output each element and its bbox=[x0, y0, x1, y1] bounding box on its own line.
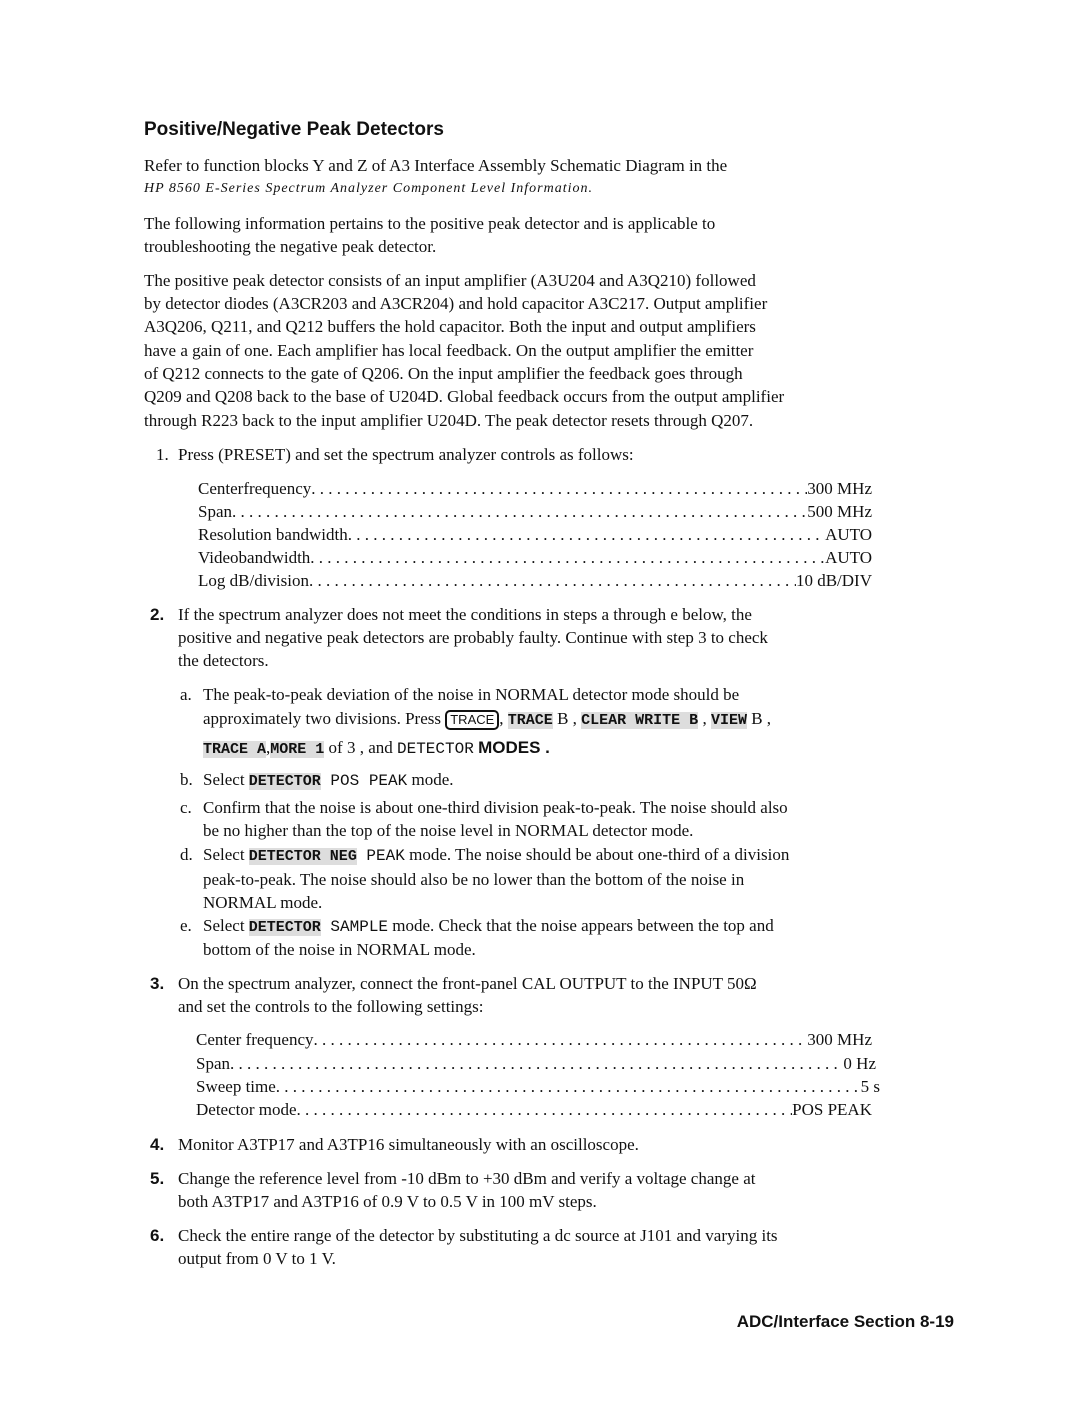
text: mode. bbox=[407, 770, 454, 789]
setting-value: 10 dB/DIV bbox=[795, 571, 872, 590]
setting-label: Resolution bandwidth bbox=[198, 525, 348, 544]
step-text: and set the controls to the following settings: bbox=[178, 997, 484, 1016]
step-text: Check the entire range of the detector by substituting a dc source at J101 and varying its bbox=[178, 1226, 778, 1245]
step-text: On the spectrum analyzer, connect the front-panel CAL OUTPUT to the INPUT 50Ω bbox=[178, 974, 757, 993]
step-text: Monitor A3TP17 and A3TP16 simultaneously with an oscilloscope. bbox=[178, 1135, 639, 1154]
paragraph-line: through R223 back to the input amplifier U204D. The peak detector resets through Q207. bbox=[144, 411, 754, 430]
setting-value: 500 MHz bbox=[807, 502, 872, 521]
substep-text: approximately two divisions. Press TRACE , TRACE B , CLEAR WRITE B , VIEW B , bbox=[203, 709, 772, 729]
substep-text: Confirm that the noise is about one-third division peak-to-peak. The noise should also bbox=[203, 798, 788, 817]
setting-label: Center frequency bbox=[196, 1030, 314, 1049]
paragraph-line: The following information pertains to the positive peak detector and is applicable to bbox=[144, 214, 716, 233]
softkey: TRACE A bbox=[203, 741, 267, 758]
substep-text bbox=[203, 769, 454, 793]
step-text: positive and negative peak detectors are probably faulty. Continue with step 3 to check bbox=[178, 628, 768, 647]
substep-text bbox=[203, 844, 789, 868]
substep-mark: d. bbox=[180, 845, 193, 864]
step-text: If the spectrum analyzer does not meet the conditions in steps a through e below, the bbox=[178, 605, 752, 624]
paragraph-line: The positive peak detector consists of an input amplifier (A3U204 and A3Q210) followed bbox=[144, 271, 756, 290]
settings-row bbox=[198, 570, 872, 592]
substep-mark: c. bbox=[180, 798, 192, 817]
softkey: DETECTOR bbox=[248, 919, 321, 936]
setting-value: 300 MHz bbox=[807, 479, 872, 498]
text: Select bbox=[203, 845, 249, 864]
text: , bbox=[698, 709, 707, 728]
step-number: 5. bbox=[150, 1169, 165, 1188]
section-title: Positive/Negative Peak Detectors bbox=[144, 119, 444, 140]
substep-mark: a. bbox=[180, 685, 192, 704]
text: of 3 , and bbox=[324, 738, 397, 757]
substep-mark: e. bbox=[180, 916, 192, 935]
softkey-label: SAMPLE bbox=[320, 918, 389, 936]
softkey: DETECTOR NEG bbox=[248, 848, 357, 865]
setting-value: AUTO bbox=[825, 548, 872, 567]
setting-value: POS PEAK bbox=[792, 1100, 872, 1119]
step-number: 6. bbox=[150, 1226, 165, 1245]
settings-row bbox=[196, 1099, 872, 1121]
setting-label: Span bbox=[198, 502, 232, 521]
step-number: 3. bbox=[150, 974, 165, 993]
trace-hardkey: TRACE bbox=[445, 710, 499, 730]
softkey-label: PEAK bbox=[356, 847, 405, 865]
substep-mark: b. bbox=[180, 770, 193, 789]
paragraph-line: Refer to function blocks Y and Z of A3 Interface Assembly Schematic Diagram in the bbox=[144, 156, 728, 175]
softkey: DETECTOR bbox=[248, 773, 321, 790]
setting-label: Videobandwidth bbox=[198, 548, 311, 567]
settings-row bbox=[196, 1029, 872, 1051]
paragraph-line: Q209 and Q208 back to the base of U204D. Global feedback occurs from the output amplifier bbox=[144, 387, 785, 406]
setting-label: Sweep time bbox=[196, 1077, 276, 1096]
substep-text: be no higher than the top of the noise level in NORMAL detector mode. bbox=[203, 821, 694, 840]
setting-label: Detector mode bbox=[196, 1100, 297, 1119]
settings-row bbox=[198, 478, 872, 500]
settings-row bbox=[196, 1076, 880, 1098]
softkey: TRACE bbox=[507, 712, 553, 729]
settings-row bbox=[198, 501, 872, 523]
substep-text bbox=[203, 737, 550, 761]
step-text: both A3TP17 and A3TP16 of 0.9 V to 0.5 V in 100 mV steps. bbox=[178, 1192, 597, 1211]
softkey-label: MODES . bbox=[478, 738, 550, 757]
softkey: MORE 1 bbox=[270, 741, 325, 758]
text: Select bbox=[203, 916, 249, 935]
substep-text bbox=[203, 915, 774, 939]
paragraph-line: troubleshooting the negative peak detector. bbox=[144, 237, 437, 256]
setting-label: Log dB/division bbox=[198, 571, 309, 590]
text: mode. Check that the noise appears between the top and bbox=[388, 916, 774, 935]
text: B , bbox=[552, 709, 577, 728]
settings-row bbox=[196, 1053, 876, 1075]
step-number: 2. bbox=[150, 605, 165, 624]
setting-label: Span bbox=[196, 1054, 230, 1073]
softkey: CLEAR WRITE B bbox=[581, 712, 699, 729]
softkey-label: POS PEAK bbox=[320, 772, 408, 790]
substep-text: NORMAL mode. bbox=[203, 893, 323, 912]
substep-text: The peak-to-peak deviation of the noise in NORMAL detector mode should be bbox=[203, 685, 740, 704]
step-text: Change the reference level from -10 dBm to +30 dBm and verify a voltage change at bbox=[178, 1169, 756, 1188]
softkey: VIEW bbox=[710, 712, 747, 729]
text: mode. The noise should be about one-third of a division bbox=[404, 845, 790, 864]
step-text: the detectors. bbox=[178, 651, 269, 670]
page-footer: ADC/Interface Section 8-19 bbox=[736, 1312, 954, 1331]
paragraph-line: A3Q206, Q211, and Q212 buffers the hold capacitor. Both the input and output amplifiers bbox=[144, 317, 756, 336]
setting-value: AUTO bbox=[825, 525, 872, 544]
substep-text: bottom of the noise in NORMAL mode. bbox=[203, 940, 476, 959]
text: , bbox=[266, 738, 271, 757]
text: approximately two divisions. Press bbox=[203, 709, 441, 728]
text: B , bbox=[746, 709, 772, 728]
step-text: output from 0 V to 1 V. bbox=[178, 1249, 336, 1268]
substep-text: peak-to-peak. The noise should also be no lower than the bottom of the noise in bbox=[203, 870, 745, 889]
setting-label: Centerfrequency bbox=[198, 479, 312, 498]
reference-citation: HP 8560 E-Series Spectrum Analyzer Component Level Information. bbox=[144, 181, 593, 196]
paragraph-line: of Q212 connects to the gate of Q206. On the input amplifier the feedback goes through bbox=[144, 364, 743, 383]
paragraph-line: have a gain of one. Each amplifier has local feedback. On the output amplifier the emitter bbox=[144, 341, 754, 360]
step-number: 4. bbox=[150, 1135, 165, 1154]
setting-value: 5 s bbox=[860, 1077, 880, 1096]
setting-value: 300 MHz bbox=[807, 1030, 872, 1049]
step-text: Press (PRESET) and set the spectrum analyzer controls as follows: bbox=[178, 445, 634, 464]
setting-value: 0 Hz bbox=[843, 1054, 876, 1073]
settings-row bbox=[198, 547, 872, 569]
softkey-label: DETECTOR bbox=[397, 740, 474, 758]
text: Select bbox=[203, 770, 249, 789]
step-number: 1. bbox=[156, 445, 169, 464]
settings-row bbox=[198, 524, 872, 546]
paragraph-line: by detector diodes (A3CR203 and A3CR204) and hold capacitor A3C217. Output amplifier bbox=[144, 294, 768, 313]
